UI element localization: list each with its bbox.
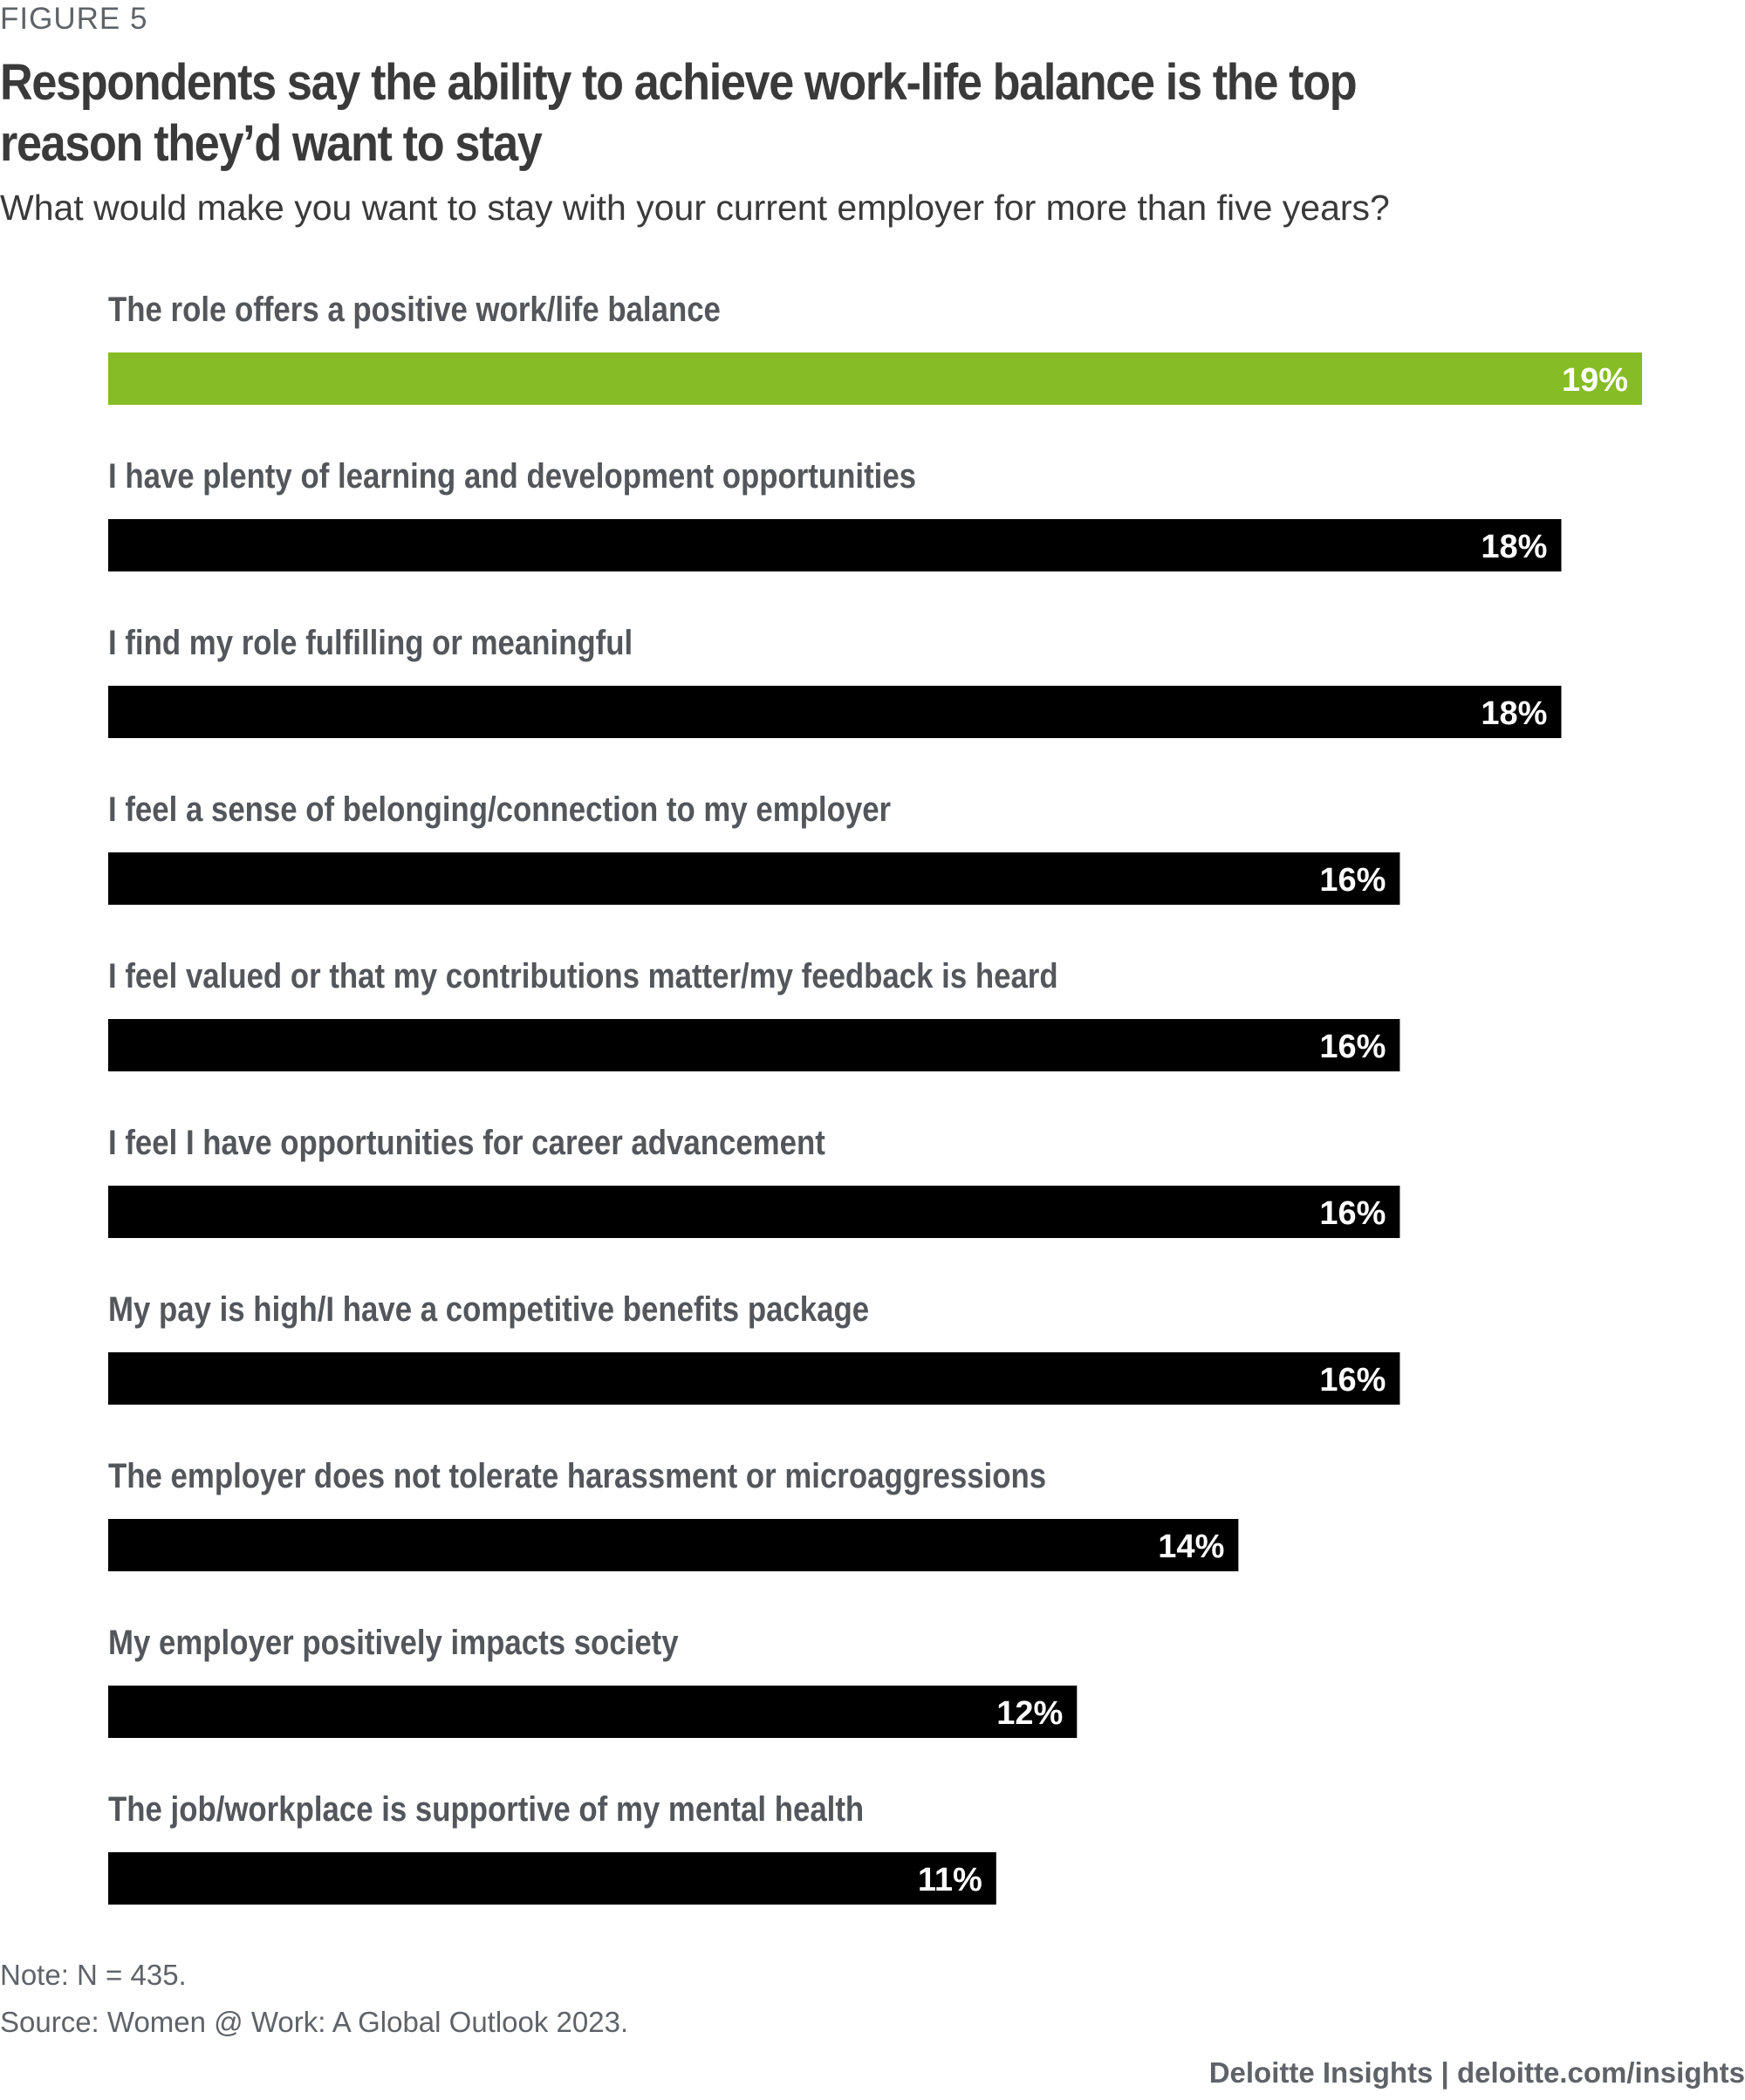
bar xyxy=(108,519,1561,571)
category-label: I have plenty of learning and development opportunities xyxy=(108,455,917,496)
bar-value-label: 16% xyxy=(1319,1362,1386,1399)
bar-value-label: 12% xyxy=(996,1695,1064,1732)
category-label: The job/workplace is supportive of my mental health xyxy=(108,1789,865,1829)
bar xyxy=(108,1019,1399,1071)
bar xyxy=(108,1186,1399,1238)
chart-title: Respondents say the ability to achieve work-life balance is the top reason they’d want to stay xyxy=(0,54,1357,172)
bar xyxy=(108,686,1561,738)
bar xyxy=(108,1686,1077,1738)
bar-value-label: 16% xyxy=(1319,862,1386,899)
category-label: My employer positively impacts society xyxy=(108,1622,679,1662)
bar-value-label: 19% xyxy=(1561,362,1628,399)
category-label: I feel valued or that my contributions matter/my feedback is heard xyxy=(108,955,1058,995)
bar-value-label: 11% xyxy=(917,1862,982,1898)
bar xyxy=(108,1352,1399,1405)
publisher-credit: Deloitte Insights | deloitte.com/insights xyxy=(1208,2056,1745,2089)
bar-chart xyxy=(0,262,1701,1919)
bar-value-label: 18% xyxy=(1481,695,1548,732)
bar-value-label: 18% xyxy=(1481,529,1548,565)
category-label: My pay is high/I have a competitive benefits package xyxy=(108,1289,870,1329)
bar xyxy=(108,352,1642,405)
chart-subtitle: What would make you want to stay with your current employer for more than five years? xyxy=(0,188,1390,228)
category-label: I feel I have opportunities for career advancement xyxy=(108,1122,825,1162)
category-label: I find my role fulfilling or meaningful xyxy=(108,622,633,662)
figure-label: FIGURE 5 xyxy=(0,2,148,36)
category-label: I feel a sense of belonging/connection to my employer xyxy=(108,789,892,829)
chart-note: Note: N = 435. xyxy=(0,1959,187,1991)
bar-value-label: 14% xyxy=(1158,1529,1225,1565)
category-label: The role offers a positive work/life balance xyxy=(108,289,721,329)
chart-source: Source: Women @ Work: A Global Outlook 2023. xyxy=(0,2006,629,2038)
bar xyxy=(108,852,1399,905)
bar xyxy=(108,1852,996,1905)
category-label: The employer does not tolerate harassment or microaggressions xyxy=(108,1455,1047,1495)
bar xyxy=(108,1519,1238,1571)
bar-value-label: 16% xyxy=(1319,1195,1386,1232)
bar-value-label: 16% xyxy=(1319,1029,1386,1065)
